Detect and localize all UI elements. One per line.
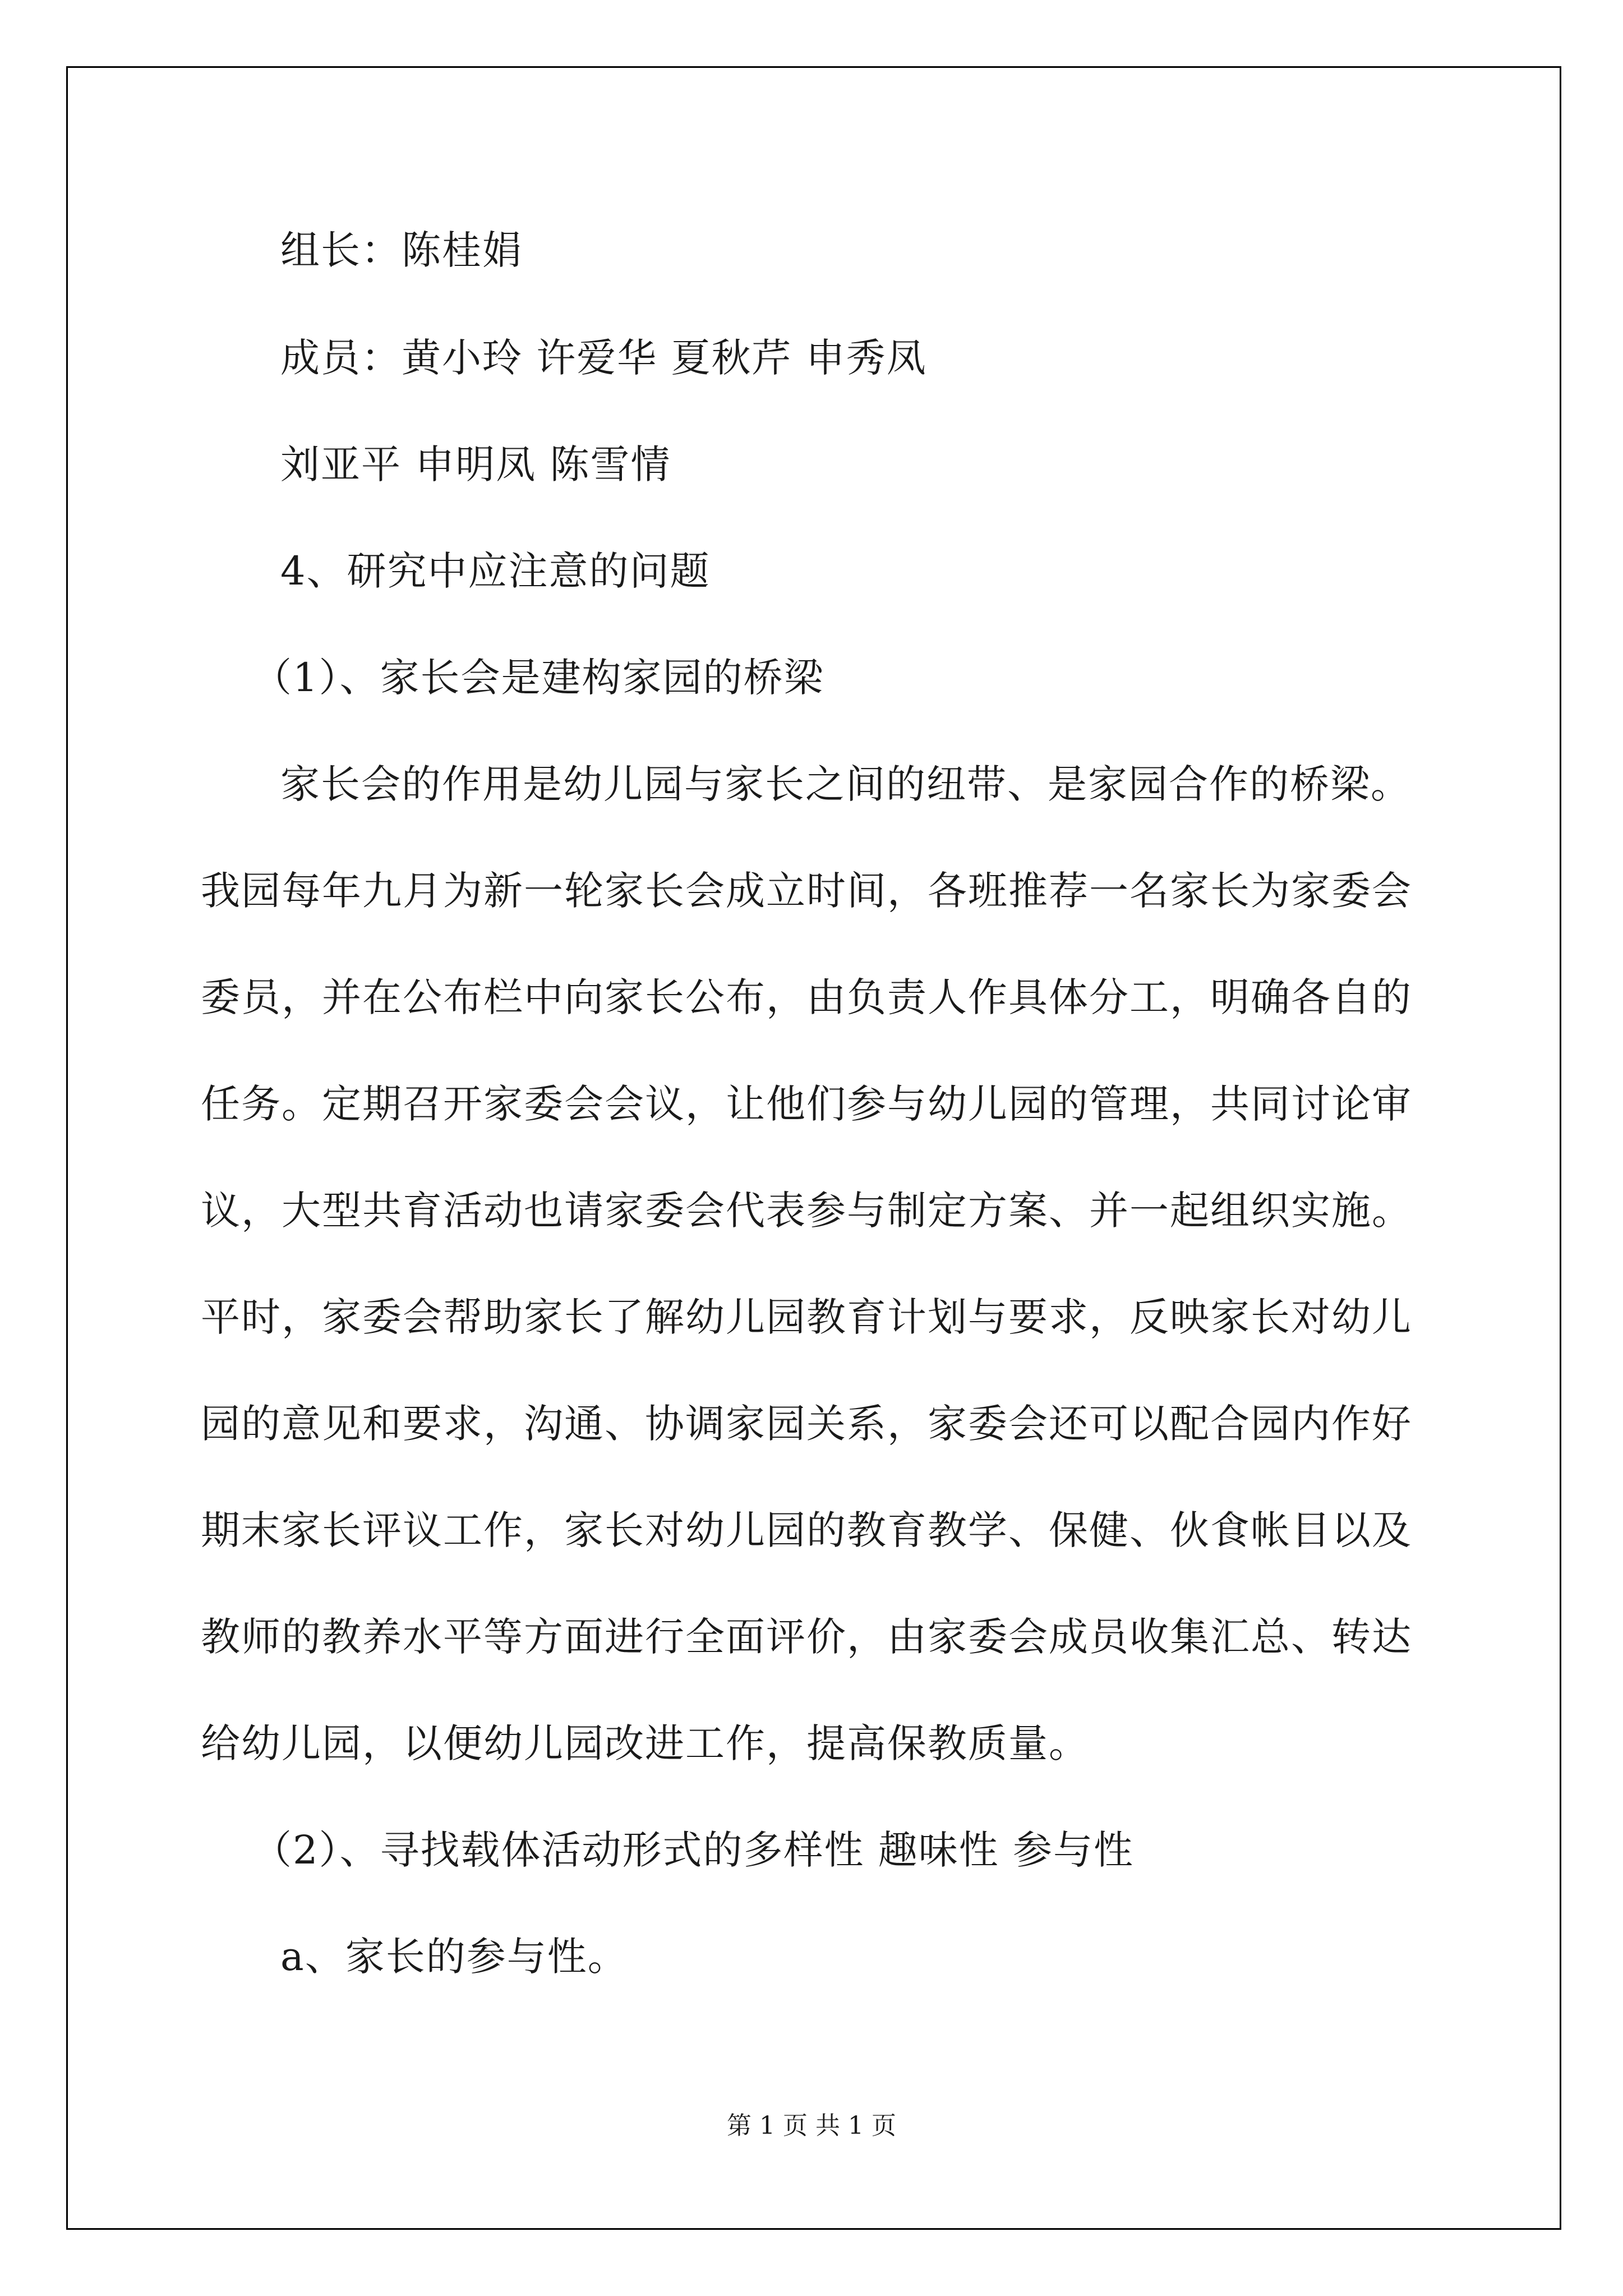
- paragraph-line-8: 期末家长评议工作，家长对幼儿园的教育教学、保健、伙食帐目以及: [201, 1507, 1412, 1553]
- paragraph-line-1: 家长会的作用是幼儿园与家长之间的纽带、是家园合作的桥梁。: [280, 761, 1411, 807]
- text-line-members-cont: 刘亚平 申明凤 陈雪情: [280, 441, 671, 487]
- paragraph-line-5: 议，大型共育活动也请家委会代表参与制定方案、并一起组织实施。: [201, 1188, 1412, 1234]
- paragraph-line-2: 我园每年九月为新一轮家长会成立时间，各班推荐一名家长为家委会: [201, 868, 1412, 914]
- paragraph-line-7: 园的意见和要求，沟通、协调家园关系，家委会还可以配合园内作好: [201, 1401, 1412, 1447]
- paragraph-line-9: 教师的教养水平等方面进行全面评价，由家委会成员收集汇总、转达: [201, 1614, 1412, 1660]
- subitem-a: a、家长的参与性。: [280, 1934, 628, 1980]
- paragraph-line-10: 给幼儿园，以便幼儿园改进工作，提高保教质量。: [201, 1720, 1089, 1766]
- page-footer: 第 1 页 共 1 页: [727, 2111, 896, 2140]
- page-border: [66, 66, 1561, 2230]
- paragraph-line-3: 委员，并在公布栏中向家长公布，由负责人作具体分工，明确各自的: [201, 974, 1412, 1020]
- text-line-members: 成员：黄小玲 许爱华 夏秋芹 申秀凤: [280, 335, 927, 381]
- text-line-group-leader: 组长：陈桂娟: [280, 227, 523, 273]
- subheading-1: （1）、家长会是建构家园的桥梁: [252, 655, 824, 701]
- paragraph-line-6: 平时，家委会帮助家长了解幼儿园教育计划与要求，反映家长对幼儿: [201, 1294, 1412, 1340]
- paragraph-line-4: 任务。定期召开家委会会议，让他们参与幼儿园的管理，共同讨论审: [201, 1081, 1412, 1127]
- subheading-2: （2）、寻找载体活动形式的多样性 趣味性 参与性: [252, 1827, 1135, 1873]
- section-heading: 4、研究中应注意的问题: [280, 548, 711, 594]
